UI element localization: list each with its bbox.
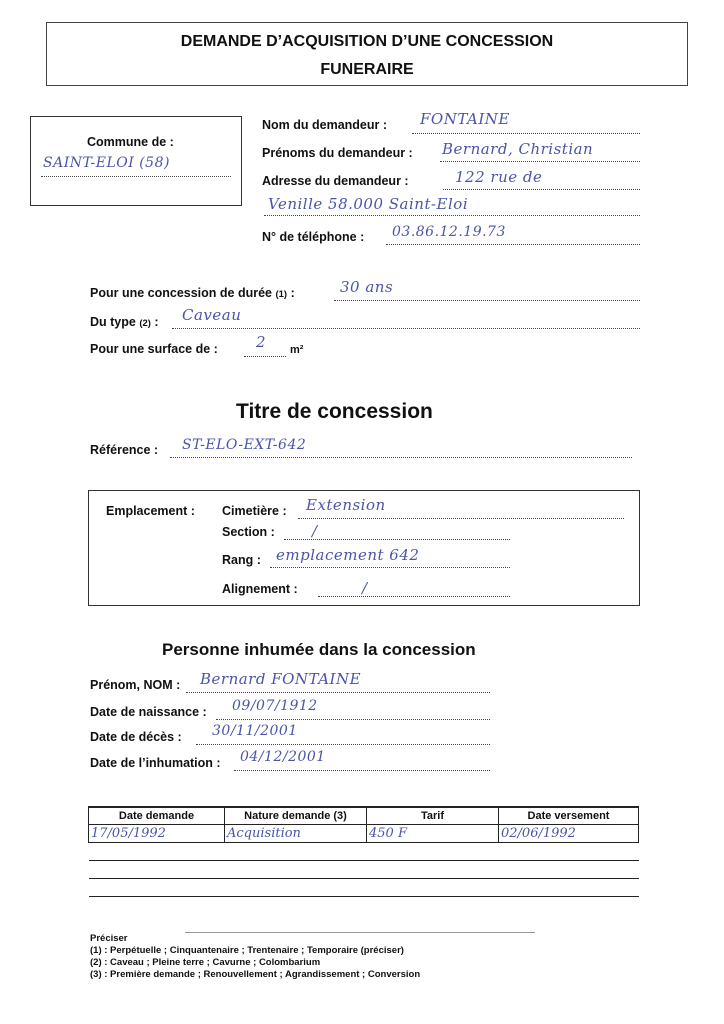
personne-nom-label: Prénom, NOM : — [90, 678, 181, 692]
naissance-value: 09/07/1912 — [232, 698, 318, 714]
alignement-line — [318, 596, 510, 597]
surface-unit: m² — [290, 344, 304, 356]
surface-label: Pour une surface de : — [90, 342, 218, 356]
nom-demandeur-value: FONTAINE — [420, 110, 510, 128]
commune-dotted-line — [41, 176, 231, 177]
telephone-value: 03.86.12.19.73 — [392, 224, 506, 240]
cell-tarif: 450 F — [367, 825, 499, 843]
duree-note: (1) — [275, 289, 288, 300]
type-value: Caveau — [182, 306, 242, 324]
table-row-empty — [89, 861, 639, 879]
reference-line — [170, 457, 632, 458]
table-row — [89, 825, 639, 843]
type-line — [172, 328, 640, 329]
rang-label: Rang : — [222, 553, 261, 567]
prenoms-demandeur-value: Bernard, Christian — [442, 140, 594, 158]
header-nature-demande: Nature demande (3) — [225, 807, 367, 825]
note-2: (2) : Caveau ; Pleine terre ; Cavurne ; Colombarium — [90, 957, 321, 968]
nom-demandeur-line — [412, 133, 640, 134]
adresse-demandeur-line1 — [443, 189, 640, 190]
telephone-label: N° de téléphone : — [262, 230, 365, 244]
prenoms-demandeur-line — [440, 161, 640, 162]
duree-label: Pour une concession de durée (1) : — [90, 286, 295, 300]
telephone-line — [386, 244, 640, 245]
deces-value: 30/11/2001 — [212, 723, 298, 739]
titre-concession-heading: Titre de concession — [236, 400, 433, 423]
table-row-empty — [89, 843, 639, 861]
adresse-demandeur-value-line1: 122 rue de — [455, 168, 543, 186]
commune-label: Commune de : — [87, 135, 174, 149]
header-tarif: Tarif — [367, 807, 499, 825]
cell-nature-demande: Acquisition — [225, 825, 367, 843]
document-title: DEMANDE D’ACQUISITION D’UNE CONCESSION — [180, 33, 554, 50]
naissance-label: Date de naissance : — [90, 705, 207, 719]
inhumation-value: 04/12/2001 — [240, 749, 326, 765]
type-label-text: Du type — [90, 315, 136, 329]
notes-title: Préciser — [90, 933, 128, 944]
alignement-label: Alignement : — [222, 582, 298, 596]
personne-heading: Personne inhumée dans la concession — [162, 640, 476, 659]
cimetiere-label: Cimetière : — [222, 504, 287, 518]
cell-date-demande: 17/05/1992 — [89, 825, 225, 843]
reference-label: Référence : — [90, 443, 159, 457]
note-1: (1) : Perpétuelle ; Cinquantenaire ; Trentenaire ; Temporaire (préciser) — [90, 945, 404, 956]
rang-value: emplacement 642 — [276, 546, 420, 564]
section-value: / — [312, 522, 318, 540]
personne-nom-line — [186, 692, 490, 693]
alignement-value: / — [362, 579, 368, 597]
adresse-demandeur-value-line2: Venille 58.000 Saint-Eloi — [268, 195, 469, 213]
historique-table — [88, 806, 639, 897]
type-label: Du type (2) : — [90, 315, 159, 329]
note-3: (3) : Première demande ; Renouvellement ; Agrandissement ; Conversion — [90, 969, 421, 980]
adresse-demandeur-line2 — [264, 215, 640, 216]
commune-box — [30, 116, 242, 206]
table-header-row — [89, 807, 639, 825]
header-date-versement: Date versement — [499, 807, 639, 825]
naissance-line — [216, 719, 490, 720]
duree-label-text: Pour une concession de durée — [90, 286, 272, 300]
rang-line — [270, 567, 510, 568]
deces-label: Date de décès : — [90, 730, 182, 744]
type-note: (2) — [139, 318, 151, 329]
document-title-line2: FUNERAIRE — [320, 61, 414, 78]
cimetiere-value: Extension — [306, 496, 386, 514]
surface-line — [244, 356, 286, 357]
footnotes — [90, 933, 420, 981]
surface-value: 2 — [256, 333, 267, 351]
inhumation-line — [234, 770, 490, 771]
header-date-demande: Date demande — [89, 807, 225, 825]
prenoms-demandeur-label: Prénoms du demandeur : — [262, 146, 413, 160]
inhumation-label: Date de l’inhumation : — [90, 756, 221, 770]
deces-line — [196, 744, 490, 745]
cimetiere-line — [298, 518, 624, 519]
cell-date-versement: 02/06/1992 — [499, 825, 639, 843]
nom-demandeur-label: Nom du demandeur : — [262, 118, 388, 132]
commune-value: SAINT-ELOI (58) — [43, 155, 170, 171]
emplacement-label: Emplacement : — [106, 504, 195, 518]
duree-line — [334, 300, 640, 301]
section-label: Section : — [222, 525, 275, 539]
document-title-box — [46, 22, 688, 86]
table-row-empty — [89, 879, 639, 897]
reference-value: ST-ELO-EXT-642 — [182, 437, 307, 453]
personne-nom-value: Bernard FONTAINE — [200, 670, 362, 688]
adresse-demandeur-label: Adresse du demandeur : — [262, 174, 409, 188]
duree-value: 30 ans — [340, 278, 394, 296]
